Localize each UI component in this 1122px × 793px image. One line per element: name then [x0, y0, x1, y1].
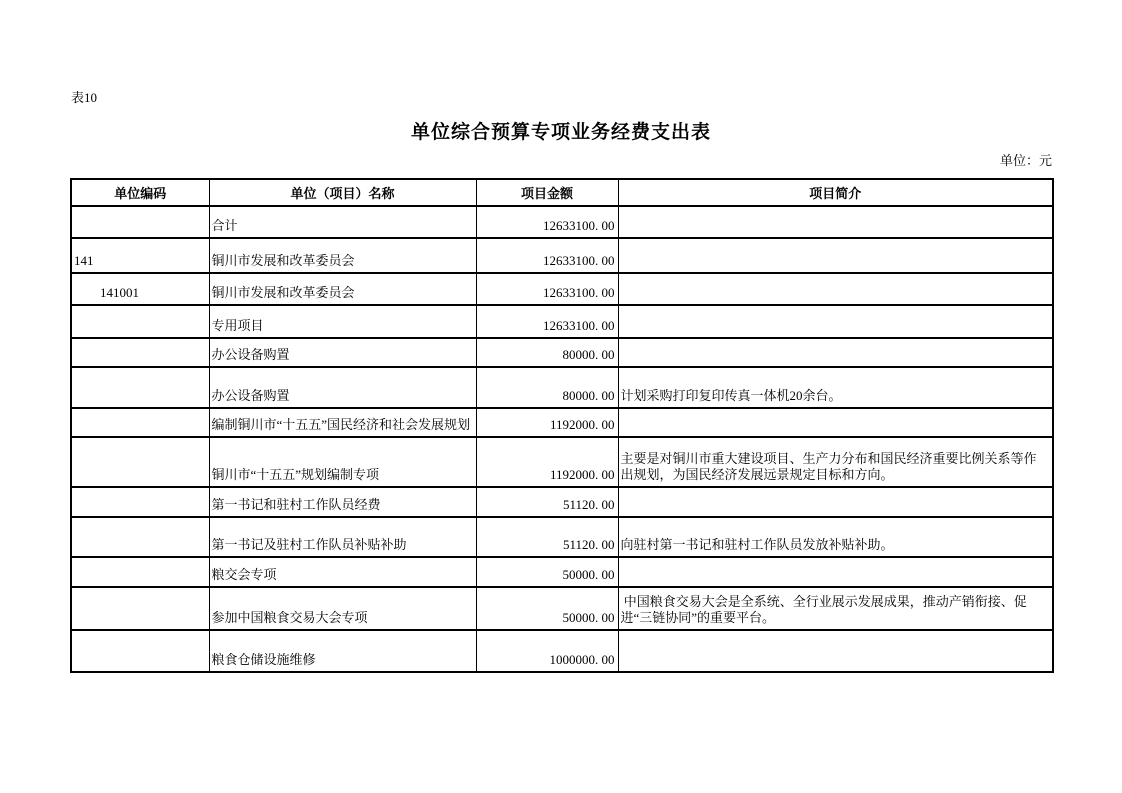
cell-amount: 1192000. 00 [476, 408, 618, 437]
cell-unit-code [71, 487, 209, 517]
cell-project-name: 办公设备购置 [209, 338, 476, 367]
header-description: 项目简介 [618, 179, 1053, 206]
cell-unit-code [71, 630, 209, 672]
cell-description: 主要是对铜川市重大建设项目、生产力分布和国民经济重要比例关系等作出规划，为国民经济发展远景规定目标和方向。 [618, 437, 1053, 487]
cell-amount: 50000. 00 [476, 557, 618, 587]
cell-description [618, 408, 1053, 437]
cell-description [618, 557, 1053, 587]
table-row [71, 437, 1053, 487]
cell-amount: 80000. 00 [476, 367, 618, 408]
cell-project-name: 粮食仓储设施维修 [209, 630, 476, 672]
cell-project-name: 合计 [209, 206, 476, 238]
table-row [71, 305, 1053, 338]
cell-unit-code: 141001 [71, 273, 209, 305]
cell-unit-code [71, 305, 209, 338]
cell-description: 中国粮食交易大会是全系统、全行业展示发展成果，推动产销衔接、促进“三链协同”的重要平台。 [618, 587, 1053, 630]
currency-unit-note: 单位：元 [999, 153, 1052, 168]
cell-amount: 51120. 00 [476, 487, 618, 517]
table-row [71, 517, 1053, 557]
cell-amount: 12633100. 00 [476, 305, 618, 338]
cell-amount: 80000. 00 [476, 338, 618, 367]
cell-project-name: 参加中国粮食交易大会专项 [209, 587, 476, 630]
table-row [71, 587, 1053, 630]
cell-unit-code [71, 517, 209, 557]
table-row [71, 557, 1053, 587]
cell-project-name: 粮交会专项 [209, 557, 476, 587]
cell-project-name: 第一书记及驻村工作队员补贴补助 [209, 517, 476, 557]
table-row [71, 206, 1053, 238]
cell-amount: 51120. 00 [476, 517, 618, 557]
cell-project-name: 办公设备购置 [209, 367, 476, 408]
table-header-row [71, 179, 1053, 206]
cell-description [618, 487, 1053, 517]
cell-unit-code [71, 587, 209, 630]
cell-unit-code [71, 338, 209, 367]
table-row [71, 630, 1053, 672]
cell-description [618, 206, 1053, 238]
table-row [71, 367, 1053, 408]
cell-project-name: 铜川市发展和改革委员会 [209, 238, 476, 273]
cell-amount: 1192000. 00 [476, 437, 618, 487]
cell-unit-code [71, 367, 209, 408]
cell-amount: 12633100. 00 [476, 206, 618, 238]
cell-description [618, 273, 1053, 305]
cell-description [618, 630, 1053, 672]
cell-description [618, 305, 1053, 338]
cell-project-name: 铜川市发展和改革委员会 [209, 273, 476, 305]
cell-project-name: 第一书记和驻村工作队员经费 [209, 487, 476, 517]
cell-unit-code [71, 408, 209, 437]
cell-description [618, 238, 1053, 273]
table-row [71, 238, 1053, 273]
cell-description [618, 338, 1053, 367]
header-amount: 项目金额 [476, 179, 618, 206]
cell-unit-code: 141 [71, 238, 209, 273]
cell-amount: 12633100. 00 [476, 238, 618, 273]
cell-project-name: 铜川市“十五五”规划编制专项 [209, 437, 476, 487]
table-row [71, 487, 1053, 517]
table-row [71, 338, 1053, 367]
table-number-label: 表10 [71, 90, 98, 105]
table-row [71, 408, 1053, 437]
cell-amount: 1000000. 00 [476, 630, 618, 672]
cell-project-name: 编制铜川市“十五五”国民经济和社会发展规划 [209, 408, 476, 437]
header-unit-code: 单位编码 [71, 179, 209, 206]
budget-expenditure-table [70, 178, 1054, 673]
cell-unit-code [71, 437, 209, 487]
page-title: 单位综合预算专项业务经费支出表 [410, 122, 711, 143]
table-row [71, 273, 1053, 305]
cell-unit-code [71, 557, 209, 587]
cell-description: 计划采购打印复印传真一体机20余台。 [618, 367, 1053, 408]
header-project-name: 单位（项目）名称 [209, 179, 476, 206]
cell-amount: 12633100. 00 [476, 273, 618, 305]
cell-description: 向驻村第一书记和驻村工作队员发放补贴补助。 [618, 517, 1053, 557]
cell-unit-code [71, 206, 209, 238]
cell-project-name: 专用项目 [209, 305, 476, 338]
cell-amount: 50000. 00 [476, 587, 618, 630]
